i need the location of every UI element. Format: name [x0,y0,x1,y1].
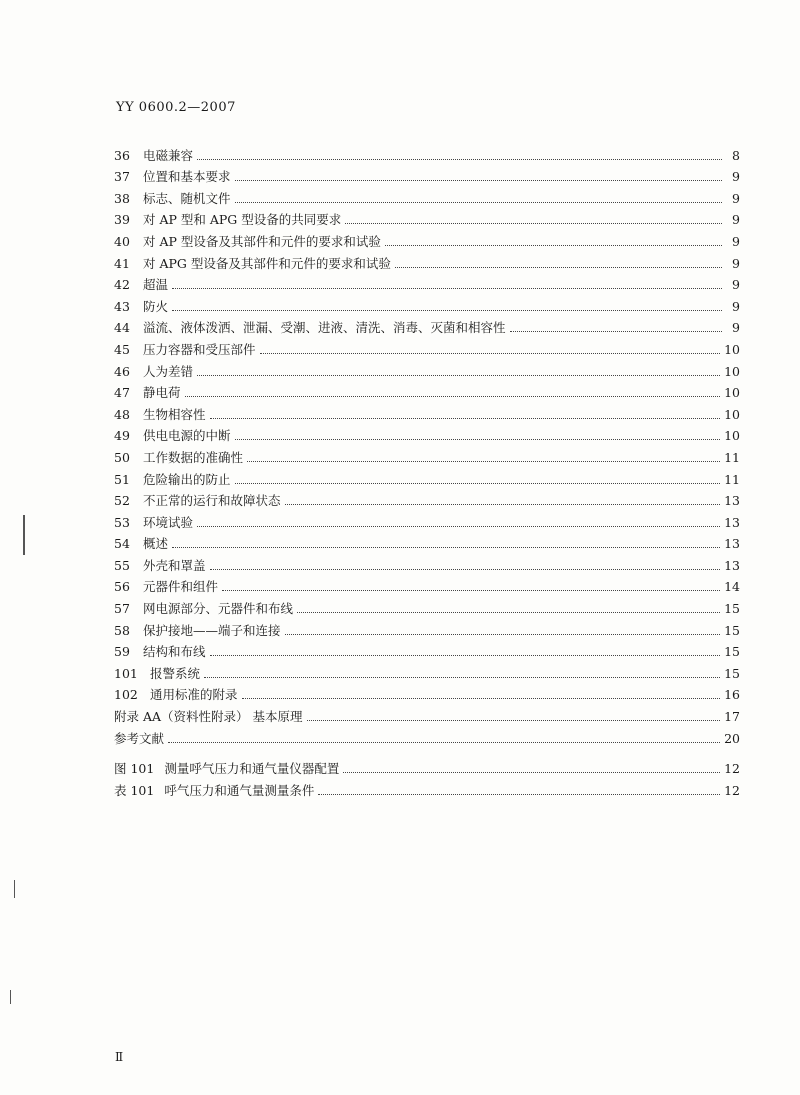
page-number: Ⅱ [115,1050,124,1064]
dot-leader [197,526,720,527]
toc-number: 101 [114,665,138,681]
toc-entry[interactable] [114,142,740,164]
toc-title: 结构和布线 [143,644,206,660]
dot-leader [210,418,721,419]
dot-leader [172,547,720,548]
toc-number: 52 [114,493,130,509]
toc-page: 15 [724,601,740,617]
toc-entry[interactable] [114,488,740,510]
toc-page: 10 [724,428,740,444]
scan-artifact [14,880,15,898]
toc-entry[interactable] [114,639,740,661]
toc-number: 46 [114,363,130,379]
toc-title: 工作数据的准确性 [143,449,244,465]
toc-number: 57 [114,601,130,617]
toc-page: 10 [724,385,740,401]
toc-number: 102 [114,687,138,703]
toc-number: 43 [114,298,130,314]
toc-title: 标志、随机文件 [143,190,231,206]
toc-number: 55 [114,557,130,573]
toc-title: 概述 [143,536,169,552]
table-label: 表 101 [114,783,155,798]
toc-page: 16 [724,687,740,703]
toc-page: 9 [732,190,740,206]
toc-number: 41 [114,255,130,271]
figure-label: 图 101 [114,761,155,776]
toc-number: 59 [114,644,130,660]
dot-leader [204,677,720,678]
toc-entry[interactable] [114,207,740,229]
table-page: 12 [724,783,740,798]
toc-title: 对 AP 型和 APG 型设备的共同要求 [143,212,342,228]
toc-entry[interactable] [114,617,740,639]
toc-entry[interactable] [114,552,740,574]
scan-artifact [10,990,11,1004]
toc-page: 9 [732,255,740,271]
toc-title: 静电荷 [143,385,181,401]
toc-entry-annex[interactable] [114,703,740,725]
toc-entry[interactable] [114,185,740,207]
toc-number: 40 [114,233,130,249]
toc-title: 溢流、液体泼洒、泄漏、受潮、进液、清洗、消毒、灭菌和相容性 [143,320,506,336]
toc-page: 15 [724,622,740,638]
toc-number: 50 [114,449,130,465]
toc-title: 保护接地——端子和连接 [143,622,281,638]
toc-entry[interactable] [114,401,740,423]
dot-leader [235,439,721,440]
toc-entry[interactable] [114,293,740,315]
toc-number: 53 [114,514,130,530]
toc-page: 9 [732,298,740,314]
toc-entry[interactable] [114,423,740,445]
toc-title: 人为差错 [143,363,194,379]
toc-entry[interactable] [114,574,740,596]
dot-leader [345,223,722,224]
dot-leader [172,288,722,289]
toc-title: 网电源部分、元器件和布线 [143,601,294,617]
figure-title: 测量呼气压力和通气量仪器配置 [164,761,340,776]
toc-number: 45 [114,341,130,357]
dot-leader [210,569,721,570]
toc-title: 报警系统 [150,665,201,681]
table-of-contents [114,142,740,747]
toc-entry[interactable] [114,315,740,337]
dot-leader [242,698,721,699]
toc-page: 20 [724,730,740,746]
toc-entry[interactable] [114,380,740,402]
toc-page: 13 [724,514,740,530]
dot-leader [185,396,721,397]
toc-entry[interactable] [114,358,740,380]
toc-title: 对 AP 型设备及其部件和元件的要求和试验 [143,233,381,249]
toc-number: 38 [114,190,130,206]
dot-leader [197,159,722,160]
toc-number: 37 [114,169,130,185]
table-title: 呼气压力和通气量测量条件 [164,783,315,798]
toc-page: 15 [724,665,740,681]
toc-page: 10 [724,406,740,422]
toc-entry[interactable] [114,531,740,553]
toc-number: 49 [114,428,130,444]
toc-page: 9 [732,320,740,336]
toc-title: 压力容器和受压部件 [143,341,256,357]
dot-leader [510,331,722,332]
toc-title: 供电电源的中断 [143,428,231,444]
dot-leader [285,634,721,635]
toc-page: 13 [724,493,740,509]
toc-entry[interactable] [114,336,740,358]
toc-page: 10 [724,363,740,379]
toc-page: 8 [732,147,740,163]
toc-page: 15 [724,644,740,660]
toc-page: 10 [724,341,740,357]
dot-leader [307,720,721,721]
toc-entry[interactable] [114,444,740,466]
toc-entry-bibliography[interactable] [114,725,740,747]
toc-number: 44 [114,320,130,336]
dot-leader [168,742,720,743]
toc-entry[interactable] [114,164,740,186]
figure-entry[interactable] [114,755,740,777]
dot-leader [172,310,722,311]
toc-entry[interactable] [114,272,740,294]
toc-number: 48 [114,406,130,422]
toc-page: 9 [732,233,740,249]
scan-artifact [23,515,25,555]
table-entry[interactable] [114,777,740,799]
toc-title: 防火 [143,298,169,314]
toc-page: 9 [732,169,740,185]
toc-number: 51 [114,471,130,487]
toc-entry[interactable] [114,660,740,682]
toc-title: 参考文献 [114,730,165,746]
toc-title: 危险输出的防止 [143,471,231,487]
toc-title: 附录 AA（资料性附录） 基本原理 [114,709,303,725]
dot-leader [318,794,720,795]
dot-leader [222,590,720,591]
toc-number: 47 [114,385,130,401]
toc-page: 9 [732,212,740,228]
toc-page: 17 [724,709,740,725]
toc-number: 42 [114,277,130,293]
toc-entry[interactable] [114,466,740,488]
dot-leader [235,202,722,203]
dot-leader [285,504,721,505]
toc-title: 环境试验 [143,514,194,530]
dot-leader [210,655,721,656]
toc-number: 54 [114,536,130,552]
figure-page: 12 [724,761,740,776]
toc-number: 36 [114,147,130,163]
dot-leader [235,180,722,181]
toc-title: 外壳和罩盖 [143,557,206,573]
toc-title: 元器件和组件 [143,579,219,595]
document-id: YY 0600.2—2007 [116,100,236,115]
toc-entry[interactable] [114,228,740,250]
toc-title: 通用标准的附录 [150,687,238,703]
toc-title: 超温 [143,277,169,293]
toc-entry[interactable] [114,250,740,272]
dot-leader [247,461,720,462]
toc-page: 13 [724,536,740,552]
dot-leader [343,772,720,773]
dot-leader [260,353,721,354]
dot-leader [197,375,720,376]
figures-tables-list [114,755,740,799]
toc-page: 9 [732,277,740,293]
toc-page: 14 [724,579,740,595]
dot-leader [395,267,722,268]
toc-number: 58 [114,622,130,638]
toc-title: 对 APG 型设备及其部件和元件的要求和试验 [143,255,391,271]
toc-entry[interactable] [114,509,740,531]
toc-page: 13 [724,557,740,573]
toc-page: 11 [724,471,740,487]
toc-page: 11 [724,449,740,465]
toc-title: 位置和基本要求 [143,169,231,185]
toc-title: 不正常的运行和故障状态 [143,493,281,509]
dot-leader [235,483,721,484]
dot-leader [297,612,720,613]
toc-entry[interactable] [114,595,740,617]
toc-number: 56 [114,579,130,595]
toc-title: 生物相容性 [143,406,206,422]
toc-number: 39 [114,212,130,228]
dot-leader [385,245,722,246]
toc-title: 电磁兼容 [143,147,194,163]
toc-entry[interactable] [114,682,740,704]
